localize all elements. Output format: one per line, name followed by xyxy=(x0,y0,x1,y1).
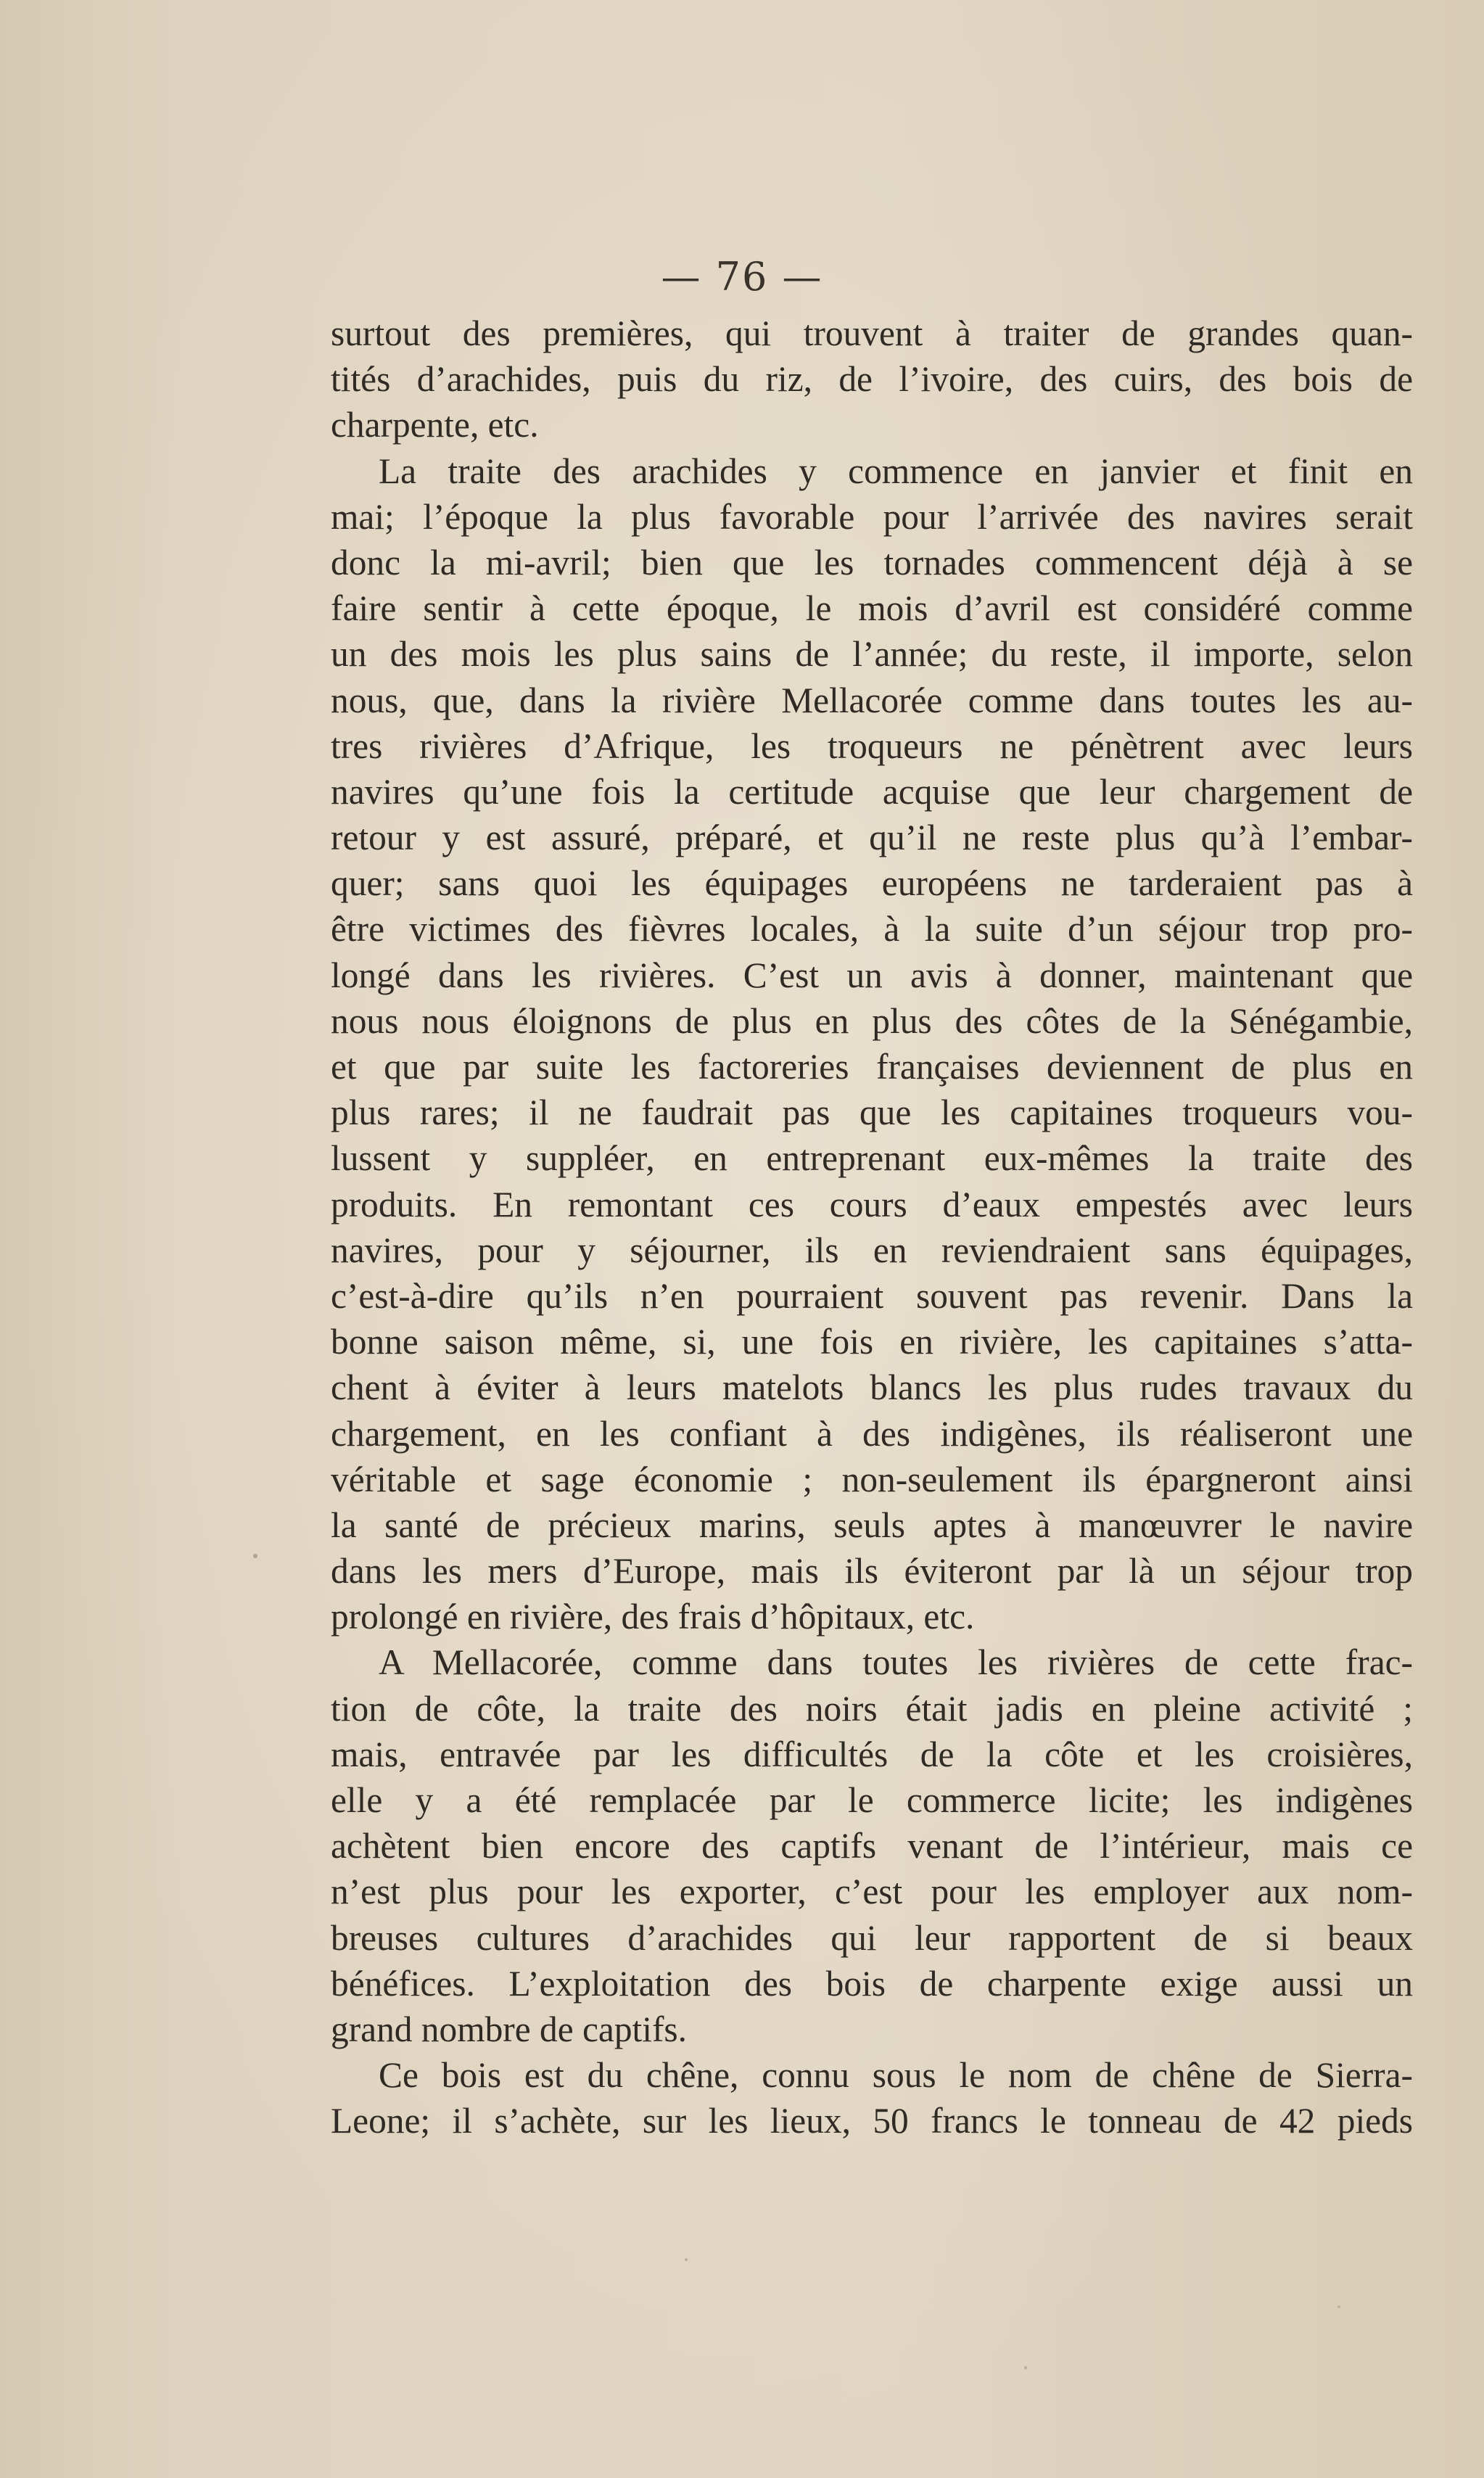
text-line: n’est plus pour les exporter, c’est pour les employer aux nom- xyxy=(331,1872,1413,1912)
text-line: surtout des premières, qui trouvent à traiter de grandes quan- xyxy=(331,313,1413,353)
text-line: A Mellacorée, comme dans toutes les rivières de cette frac- xyxy=(379,1642,1413,1683)
text-line: faire sentir à cette époque, le mois d’avril est considéré comme xyxy=(331,588,1413,629)
text-line: lussent y suppléer, en entreprenant eux-mêmes la traite des xyxy=(331,1138,1413,1179)
text-line: plus rares; il ne faudrait pas que les capitaines troqueurs vou- xyxy=(331,1092,1413,1133)
text-line: mai; l’époque la plus favorable pour l’arrivée des navires serait xyxy=(331,496,1413,537)
text-line: et que par suite les factoreries françaises deviennent de plus en xyxy=(331,1047,1413,1087)
text-line: La traite des arachides y commence en janvier et finit en xyxy=(379,450,1413,491)
text-line: un des mois les plus sains de l’année; du reste, il importe, selon xyxy=(331,634,1413,675)
text-line: c’est-à-dire qu’ils n’en pourraient souvent pas revenir. Dans la xyxy=(331,1275,1413,1316)
text-line: chent à éviter à leurs matelots blancs les plus rudes travaux du xyxy=(331,1367,1413,1408)
text-line: nous nous éloignons de plus en plus des côtes de la Sénégambie, xyxy=(331,1000,1413,1041)
body-text xyxy=(331,310,1413,2144)
text-line: navires qu’une fois la certitude acquise que leur chargement de xyxy=(331,771,1413,812)
text-line: grand nombre de captifs. xyxy=(331,2009,687,2049)
text-line: produits. En remontant ces cours d’eaux empestés avec leurs xyxy=(331,1184,1413,1224)
text-line: véritable et sage économie ; non-seulement ils épargneront ainsi xyxy=(331,1459,1413,1499)
text-line: tités d’arachides, puis du riz, de l’ivoire, des cuirs, des bois de xyxy=(331,359,1413,400)
text-line: chargement, en les confiant à des indigènes, ils réaliseront une xyxy=(331,1413,1413,1454)
text-line: breuses cultures d’arachides qui leur rapportent de si beaux xyxy=(331,1917,1413,1958)
text-line: bénéfices. L’exploitation des bois de charpente exige aussi un xyxy=(331,1963,1413,2004)
text-line: achètent bien encore des captifs venant de l’intérieur, mais ce xyxy=(331,1826,1413,1866)
text-line: bonne saison même, si, une fois en rivière, les capitaines s’atta- xyxy=(331,1322,1413,1362)
page-number: — 76 — xyxy=(661,254,823,300)
text-line: dans les mers d’Europe, mais ils éviteront par là un séjour trop xyxy=(331,1551,1413,1592)
text-line: navires, pour y séjourner, ils en reviendraient sans équipages, xyxy=(331,1230,1413,1270)
text-line: longé dans les rivières. C’est un avis à donner, maintenant que xyxy=(331,955,1413,995)
text-line: Ce bois est du chêne, connu sous le nom de chêne de Sierra- xyxy=(379,2055,1413,2096)
text-line: mais, entravée par les difficultés de la côte et les croisières, xyxy=(331,1734,1413,1774)
text-line: tres rivières d’Afrique, les troqueurs ne pénètrent avec leurs xyxy=(331,725,1413,766)
text-line: Leone; il s’achète, sur les lieux, 50 francs le tonneau de 42 pieds xyxy=(331,2101,1413,2141)
text-line: charpente, etc. xyxy=(331,405,539,445)
text-line: quer; sans quoi les équipages européens ne tarderaient pas à xyxy=(331,863,1413,904)
text-line: elle y a été remplacée par le commerce licite; les indigènes xyxy=(331,1780,1413,1820)
text-line: retour y est assuré, préparé, et qu’il ne reste plus qu’à l’embar- xyxy=(331,818,1413,858)
text-line: être victimes des fièvres locales, à la suite d’un séjour trop pro- xyxy=(331,909,1413,950)
text-line: nous, que, dans la rivière Mellacorée comme dans toutes les au- xyxy=(331,680,1413,720)
text-line: prolongé en rivière, des frais d’hôpitaux, etc. xyxy=(331,1597,975,1637)
text-line: la santé de précieux marins, seuls aptes à manœuvrer le navire xyxy=(331,1504,1413,1545)
text-line: tion de côte, la traite des noirs était jadis en pleine activité ; xyxy=(331,1688,1413,1729)
text-line: donc la mi-avril; bien que les tornades commencent déjà à se xyxy=(331,542,1413,583)
